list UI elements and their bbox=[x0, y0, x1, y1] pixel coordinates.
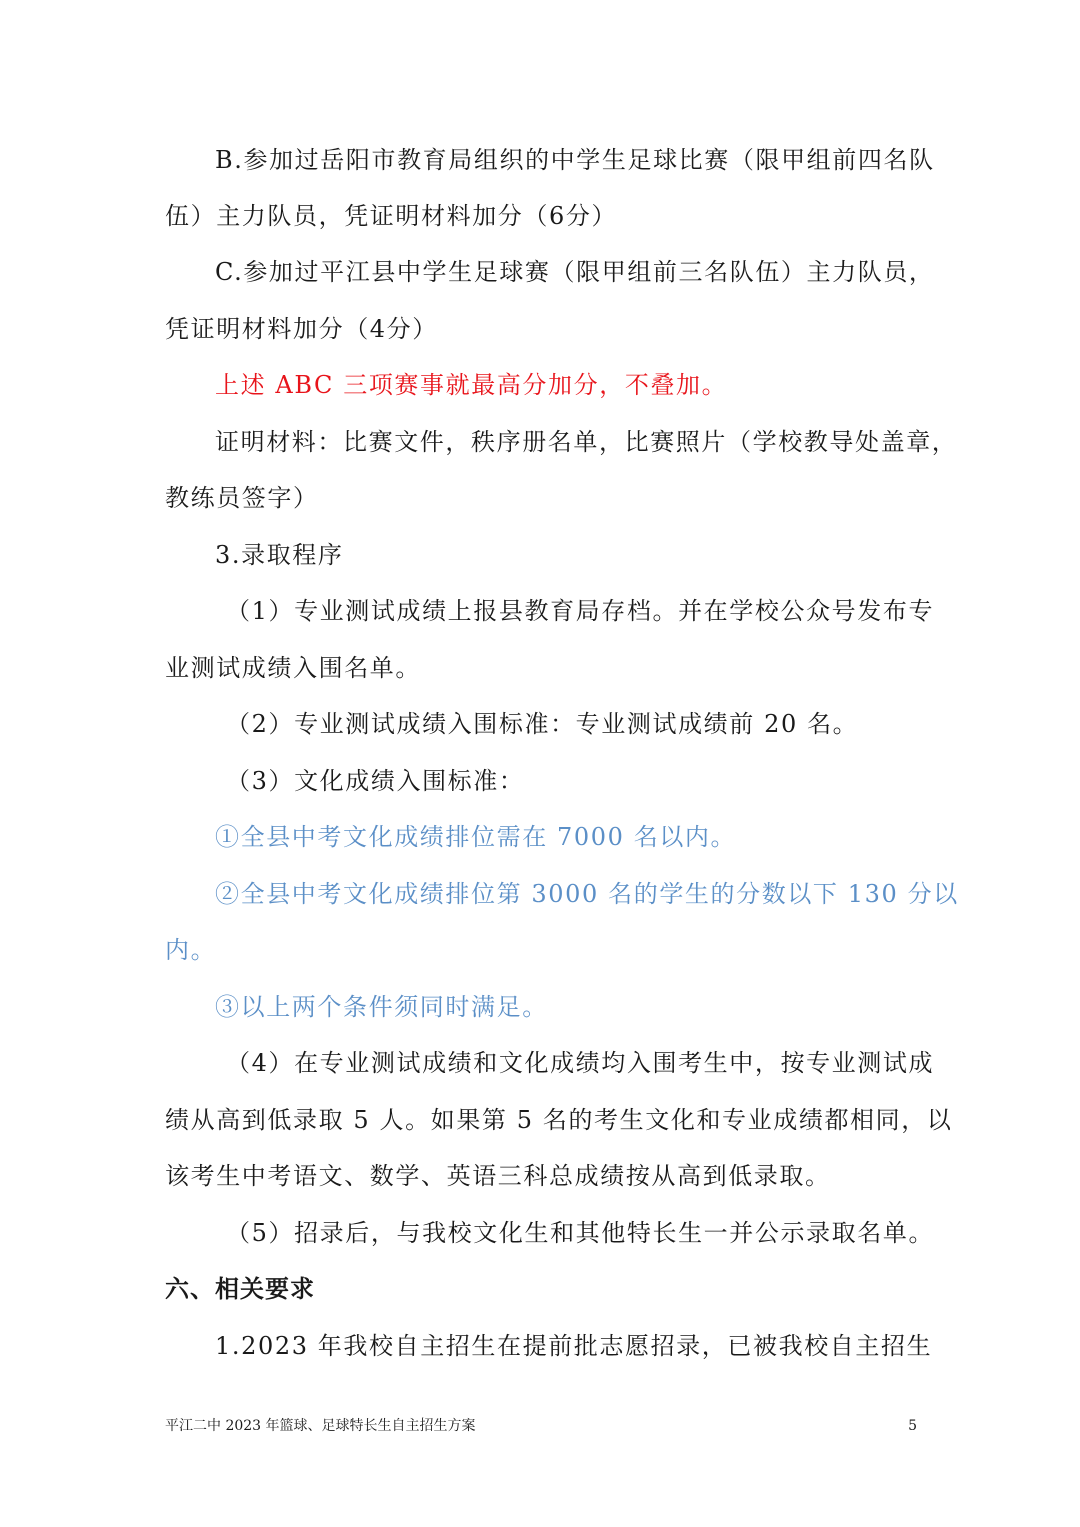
footer-title: 平江二中 2023 年篮球、足球特长生自主招生方案 bbox=[165, 1418, 476, 1434]
body-line: （5）招录后，与我校文化生和其他特长生一并公示录取名单。 bbox=[226, 1219, 935, 1247]
highlight-blue-line: 内。 bbox=[165, 936, 217, 964]
body-line: 绩从高到低录取 5 人。如果第 5 名的考生文化和专业成绩都相同，以 bbox=[165, 1106, 953, 1134]
body-line: 伍）主力队员，凭证明材料加分（6分） bbox=[165, 202, 618, 230]
page-number: 5 bbox=[908, 1418, 917, 1434]
section-heading: 六、相关要求 bbox=[165, 1275, 315, 1303]
body-line: B.参加过岳阳市教育局组织的中学生足球比赛（限甲组前四名队 bbox=[215, 146, 935, 174]
body-line: （2）专业测试成绩入围标准：专业测试成绩前 20 名。 bbox=[226, 710, 859, 738]
body-line: 证明材料：比赛文件，秩序册名单，比赛照片（学校教导处盖章， bbox=[215, 428, 958, 456]
body-line: 教练员签字） bbox=[165, 484, 319, 512]
body-line: 1.2023 年我校自主招生在提前批志愿招录，已被我校自主招生 bbox=[215, 1332, 933, 1360]
section-subtitle: 3.录取程序 bbox=[215, 541, 344, 569]
highlight-blue-line: ②全县中考文化成绩排位第 3000 名的学生的分数以下 130 分以 bbox=[215, 880, 959, 908]
highlight-red-line: 上述 ABC 三项赛事就最高分加分，不叠加。 bbox=[215, 371, 728, 399]
body-line: 业测试成绩入围名单。 bbox=[165, 654, 421, 682]
body-line: C.参加过平江县中学生足球赛（限甲组前三名队伍）主力队员， bbox=[215, 258, 935, 286]
body-line: 该考生中考语文、数学、英语三科总成绩按从高到低录取。 bbox=[165, 1162, 831, 1190]
body-line: （1）专业测试成绩上报县教育局存档。并在学校公众号发布专 bbox=[226, 597, 935, 625]
body-line: （4）在专业测试成绩和文化成绩均入围考生中，按专业测试成 bbox=[226, 1049, 935, 1077]
body-line: 凭证明材料加分（4分） bbox=[165, 315, 438, 343]
body-line: （3）文化成绩入围标准： bbox=[226, 767, 525, 795]
highlight-blue-line: ①全县中考文化成绩排位需在 7000 名以内。 bbox=[215, 823, 737, 851]
highlight-blue-line: ③以上两个条件须同时满足。 bbox=[215, 993, 548, 1021]
